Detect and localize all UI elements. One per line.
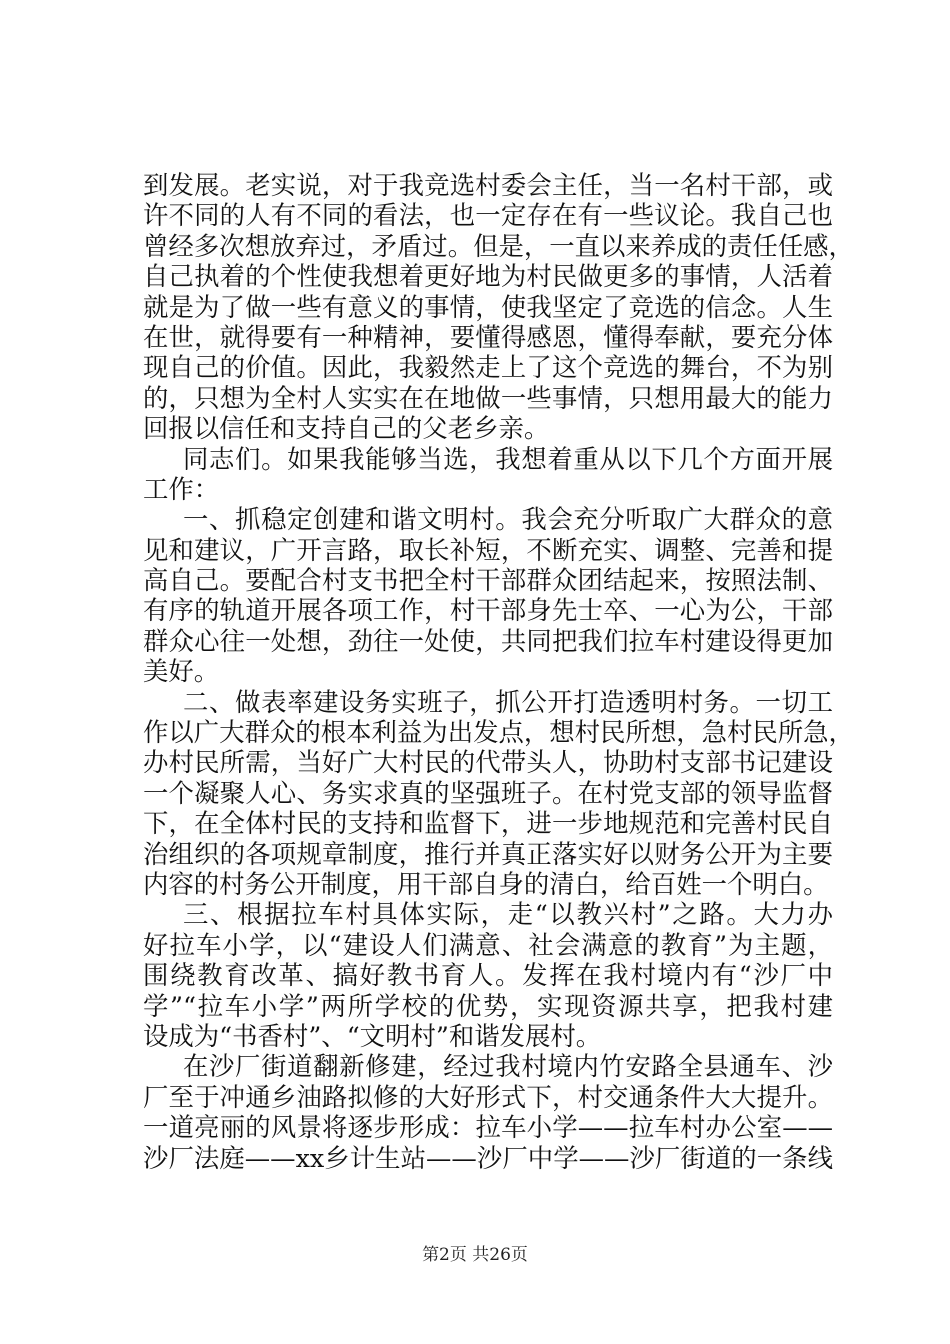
text-line: 工作： bbox=[143, 473, 220, 504]
text-line: 美好。 bbox=[143, 656, 220, 687]
text-line: 许不同的人有不同的看法，也一定存在有一些议论。我自己也 bbox=[143, 200, 833, 231]
text-line: 治组织的各项规章制度，推行并真正落实好以财务公开为主要 bbox=[143, 838, 833, 869]
paragraph-start-line: 一、抓稳定创建和谐文明村。我会充分听取广大群众的意 bbox=[183, 504, 833, 535]
text-line: 好拉车小学，以“建设人们满意、社会满意的教育”为主题， bbox=[143, 929, 833, 960]
text-line: 见和建议，广开言路，取长补短，不断充实、调整、完善和提 bbox=[143, 534, 833, 565]
paragraph-start-line: 三、根据拉车村具体实际，走“以教兴村”之路。大力办 bbox=[183, 899, 833, 930]
text-line: 一道亮丽的风景将逐步形成：拉车小学——拉车村办公室—— bbox=[143, 1112, 833, 1143]
paragraph-start-line: 同志们。如果我能够当选，我想着重从以下几个方面开展 bbox=[183, 443, 833, 474]
text-line: 学”“拉车小学”两所学校的优势，实现资源共享，把我村建 bbox=[143, 990, 833, 1021]
text-line: 下，在全体村民的支持和监督下，进一步地规范和完善村民自 bbox=[143, 808, 833, 839]
text-line: 自己执着的个性使我想着更好地为村民做更多的事情，人活着 bbox=[143, 261, 833, 292]
text-line: 围绕教育改革、搞好教书育人。发挥在我村境内有“沙厂中 bbox=[143, 960, 833, 991]
text-line: 到发展。老实说，对于我竞选村委会主任，当一名村干部，或 bbox=[143, 170, 833, 200]
text-line: 办村民所需，当好广大村民的代带头人，协助村支部书记建设 bbox=[143, 747, 833, 778]
text-line: 群众心往一处想，劲往一处使，共同把我们拉车村建设得更加 bbox=[143, 625, 833, 656]
document-body bbox=[143, 170, 854, 1173]
text-line: 高自己。要配合村支书把全村干部群众团结起来，按照法制、 bbox=[143, 565, 833, 596]
text-line: 内容的村务公开制度，用干部自身的清白，给百姓一个明白。 bbox=[143, 868, 829, 899]
text-line: 设成为“书香村”、“文明村”和谐发展村。 bbox=[143, 1020, 602, 1051]
text-line: 作以广大群众的根本利益为出发点，想村民所想，急村民所急， bbox=[143, 717, 854, 748]
text-line: 回报以信任和支持自己的父老乡亲。 bbox=[143, 413, 550, 444]
paragraph-start-line: 在沙厂街道翻新修建，经过我村境内竹安路全县通车、沙 bbox=[183, 1051, 833, 1082]
text-line: 厂至于冲通乡油路拟修的大好形式下，村交通条件大大提升。 bbox=[143, 1081, 833, 1112]
text-line: 沙厂法庭——xx乡计生站——沙厂中学——沙厂街道的一条线 bbox=[143, 1142, 833, 1173]
text-line: 有序的轨道开展各项工作，村干部身先士卒、一心为公，干部 bbox=[143, 595, 833, 626]
text-line: 现自己的价值。因此，我毅然走上了这个竞选的舞台，不为别 bbox=[143, 352, 833, 383]
text-line: 在世，就得要有一种精神，要懂得感恩，懂得奉献，要充分体 bbox=[143, 321, 833, 352]
paragraph-start-line: 二、做表率建设务实班子，抓公开打造透明村务。一切工 bbox=[183, 686, 833, 717]
text-line: 就是为了做一些有意义的事情，使我坚定了竞选的信念。人生 bbox=[143, 291, 833, 322]
text-line: 的，只想为全村人实实在在地做一些事情，只想用最大的能力 bbox=[143, 382, 833, 413]
page-number-footer: 第2页 共26页 bbox=[422, 1245, 528, 1265]
text-line: 曾经多次想放弃过，矛盾过。但是，一直以来养成的责任任感， bbox=[143, 230, 854, 261]
text-line: 一个凝聚人心、务实求真的坚强班子。在村党支部的领导监督 bbox=[143, 777, 833, 808]
